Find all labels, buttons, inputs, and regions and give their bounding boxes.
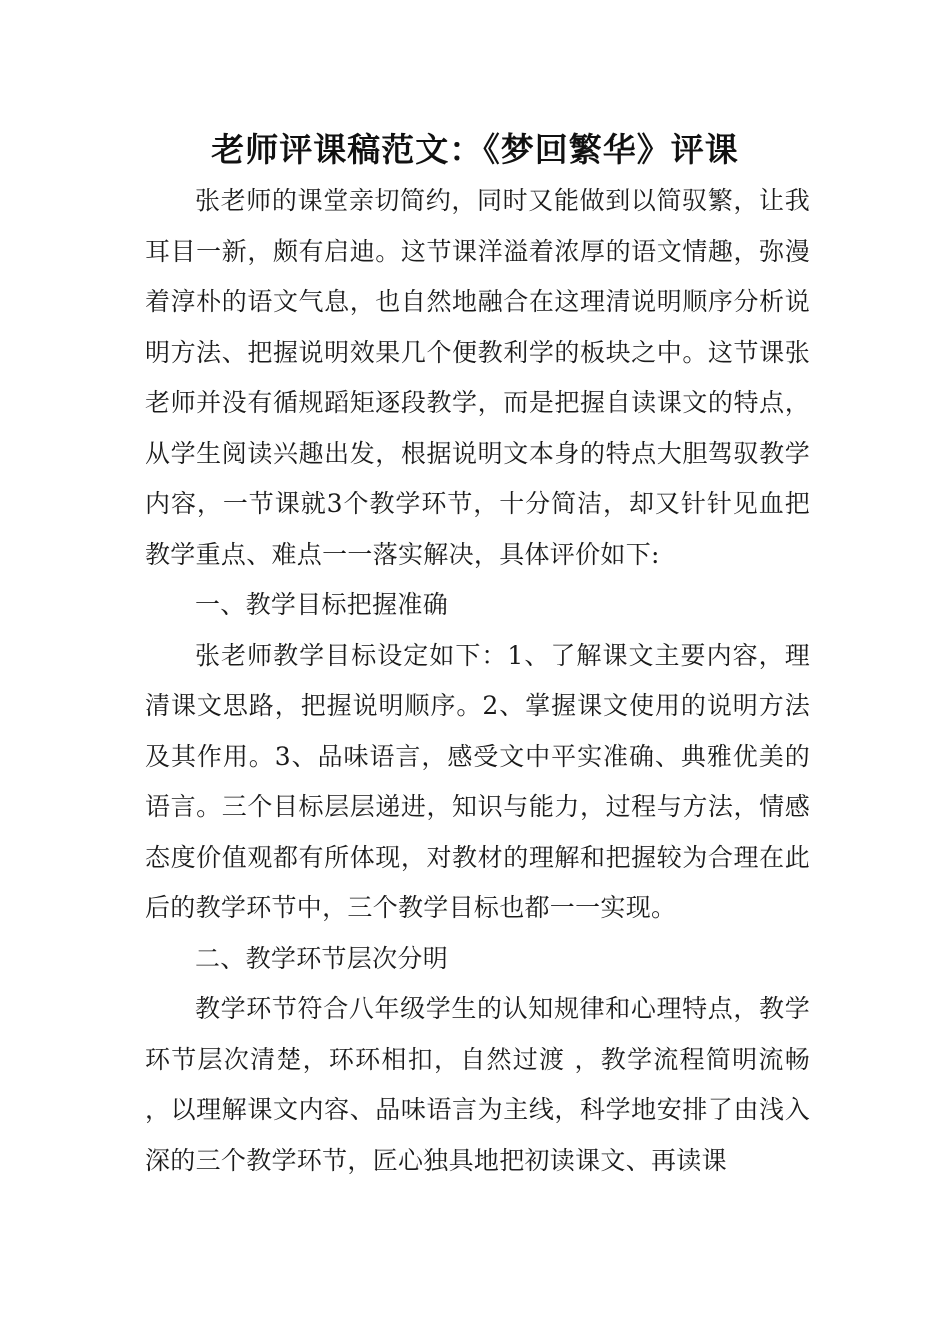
section-heading-objectives: 一、教学目标把握准确: [195, 590, 449, 619]
intro-paragraph: 张老师的课堂亲切简约，同时又能做到以简驭繁，让我耳目一新，颇有启迪。这节课洋溢着浓厚的语文情趣，弥漫着淳朴的语文气息，也自然地融合在这理清说明顺序分析说明方法、把握说明效果几个便教利学的板块之中。这节课张老师并没有循规蹈矩逐段教学，而是把握自读课文的特点，从学生阅读兴趣出发，根据说明文本身的特点大胆驾驭教学内容，一节课就3个教学环节，十分简洁，却又针针见血把教学重点、难点一一落实解决，具体评价如下:: [145, 186, 810, 569]
objectives-paragraph: 张老师教学目标设定如下：1、了解课文主要内容，理清课文思路，把握说明顺序。2、掌握课文使用的说明方法及其作用。3、品味语言，感受文中平实准确、典雅优美的语言。三个目标层层递进，知识与能力，过程与方法，情感态度价值观都有所体现，对教材的理解和把握较为合理在此后的教学环节中，三个教学目标也都一一实现。: [145, 640, 810, 922]
stages-paragraph: 教学环节符合八年级学生的认知规律和心理特点，教学环节层次清楚，环环相扣，自然过渡 ，教学流程简明流畅，以理解课文内容、品味语言为主线，科学地安排了由浅入深的三个教学环节，匠心独具地把初读课文、再读课: [145, 994, 810, 1175]
document-body: [145, 176, 810, 1186]
section-heading-stages: 二、教学环节层次分明: [195, 943, 449, 973]
document-title: 老师评课稿范文：《梦回繁华》评课: [211, 130, 739, 169]
